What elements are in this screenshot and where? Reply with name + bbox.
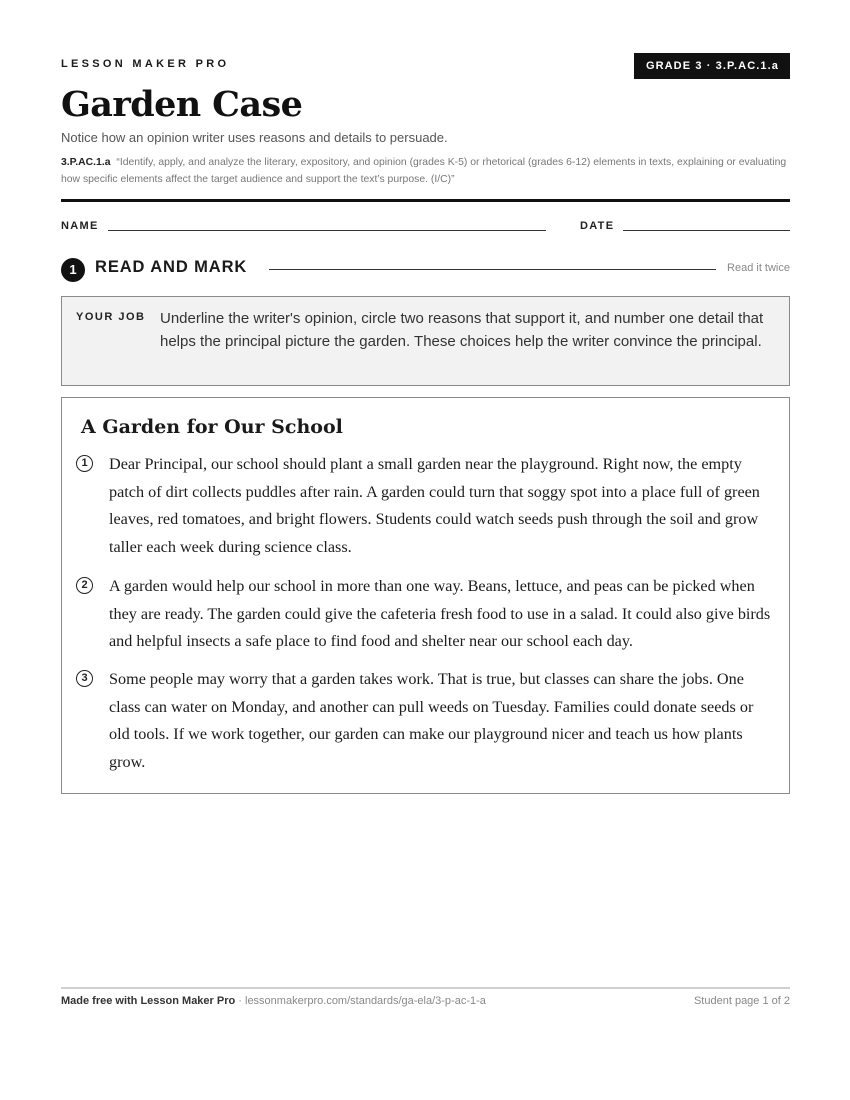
page-title: Garden Case [61,84,303,125]
section-title: READ AND MARK [95,258,248,276]
reading-title: A Garden for Our School [81,416,343,438]
paragraph-text: Some people may worry that a garden takes work. That is true, but classes can share the jobs. One class can water on Monday, and another can pull weeds on Tuesday. Families could donate seeds or old tools. If we work together, our garden can make our playground nicer and teach us how plants grow. [109,670,754,771]
footer-page-info: Student page 1 of 2 [693,995,790,1007]
name-field[interactable] [108,230,546,231]
section-divider [269,269,716,270]
footer-credit [61,995,486,1007]
paragraph-number-badge: 2 [76,577,93,594]
reading-passage-box [61,397,790,794]
date-label: DATE [580,220,615,232]
paragraph-number-badge: 3 [76,670,93,687]
paragraph-text: Dear Principal, our school should plant a small garden near the playground. Right now, the empty patch of dirt collects puddles after rain. A garden could turn that soggy spot into a place full of green leaves, red tomatoes, and bright flowers. Students could watch seeds push through the soil and grow taller each week during science class. [109,455,760,556]
footer-separator: · [235,995,245,1007]
paragraph-number-badge: 1 [76,455,93,472]
footer-made-with: Made free with Lesson Maker Pro [61,995,236,1007]
name-label: NAME [61,220,99,232]
page-subtitle: Notice how an opinion writer uses reasons and details to persuade. [61,130,448,145]
section-number-badge: 1 [61,258,85,282]
job-text: Underline the writer's opinion, circle two reasons that support it, and number one detail that helps the principal picture the garden. These choices help the writer convince the principal. [160,310,764,350]
standard-text: “Identify, apply, and analyze the literary, expository, and opinion (grades K-5) or rhetorical (grades 6-12) elements in texts, explaining or evaluating how specific elements affect the target audience and support the text’s purpose. (I/C)” [61,157,787,185]
header-divider [61,199,790,202]
standard-code: 3.P.AC.1.a [61,157,111,168]
brand-name: LESSON MAKER PRO [61,58,230,70]
footer-divider [61,987,790,989]
grade-badge: GRADE 3 · 3.P.AC.1.a [634,53,790,79]
standard-description [61,155,790,188]
date-field[interactable] [623,230,790,231]
section-hint: Read it twice [727,262,790,274]
job-label: YOUR JOB [76,311,146,323]
paragraph-text: A garden would help our school in more than one way. Beans, lettuce, and peas can be picked when they are ready. The garden could give the cafeteria fresh food to use in a salad. It could also give birds and helpful insects a safe place to find food and shelter near our school each day. [109,577,771,651]
footer-url[interactable]: lessonmakerpro.com/standards/ga-ela/3-p-ac-1-a [245,995,486,1007]
job-instructions-box [61,296,790,386]
